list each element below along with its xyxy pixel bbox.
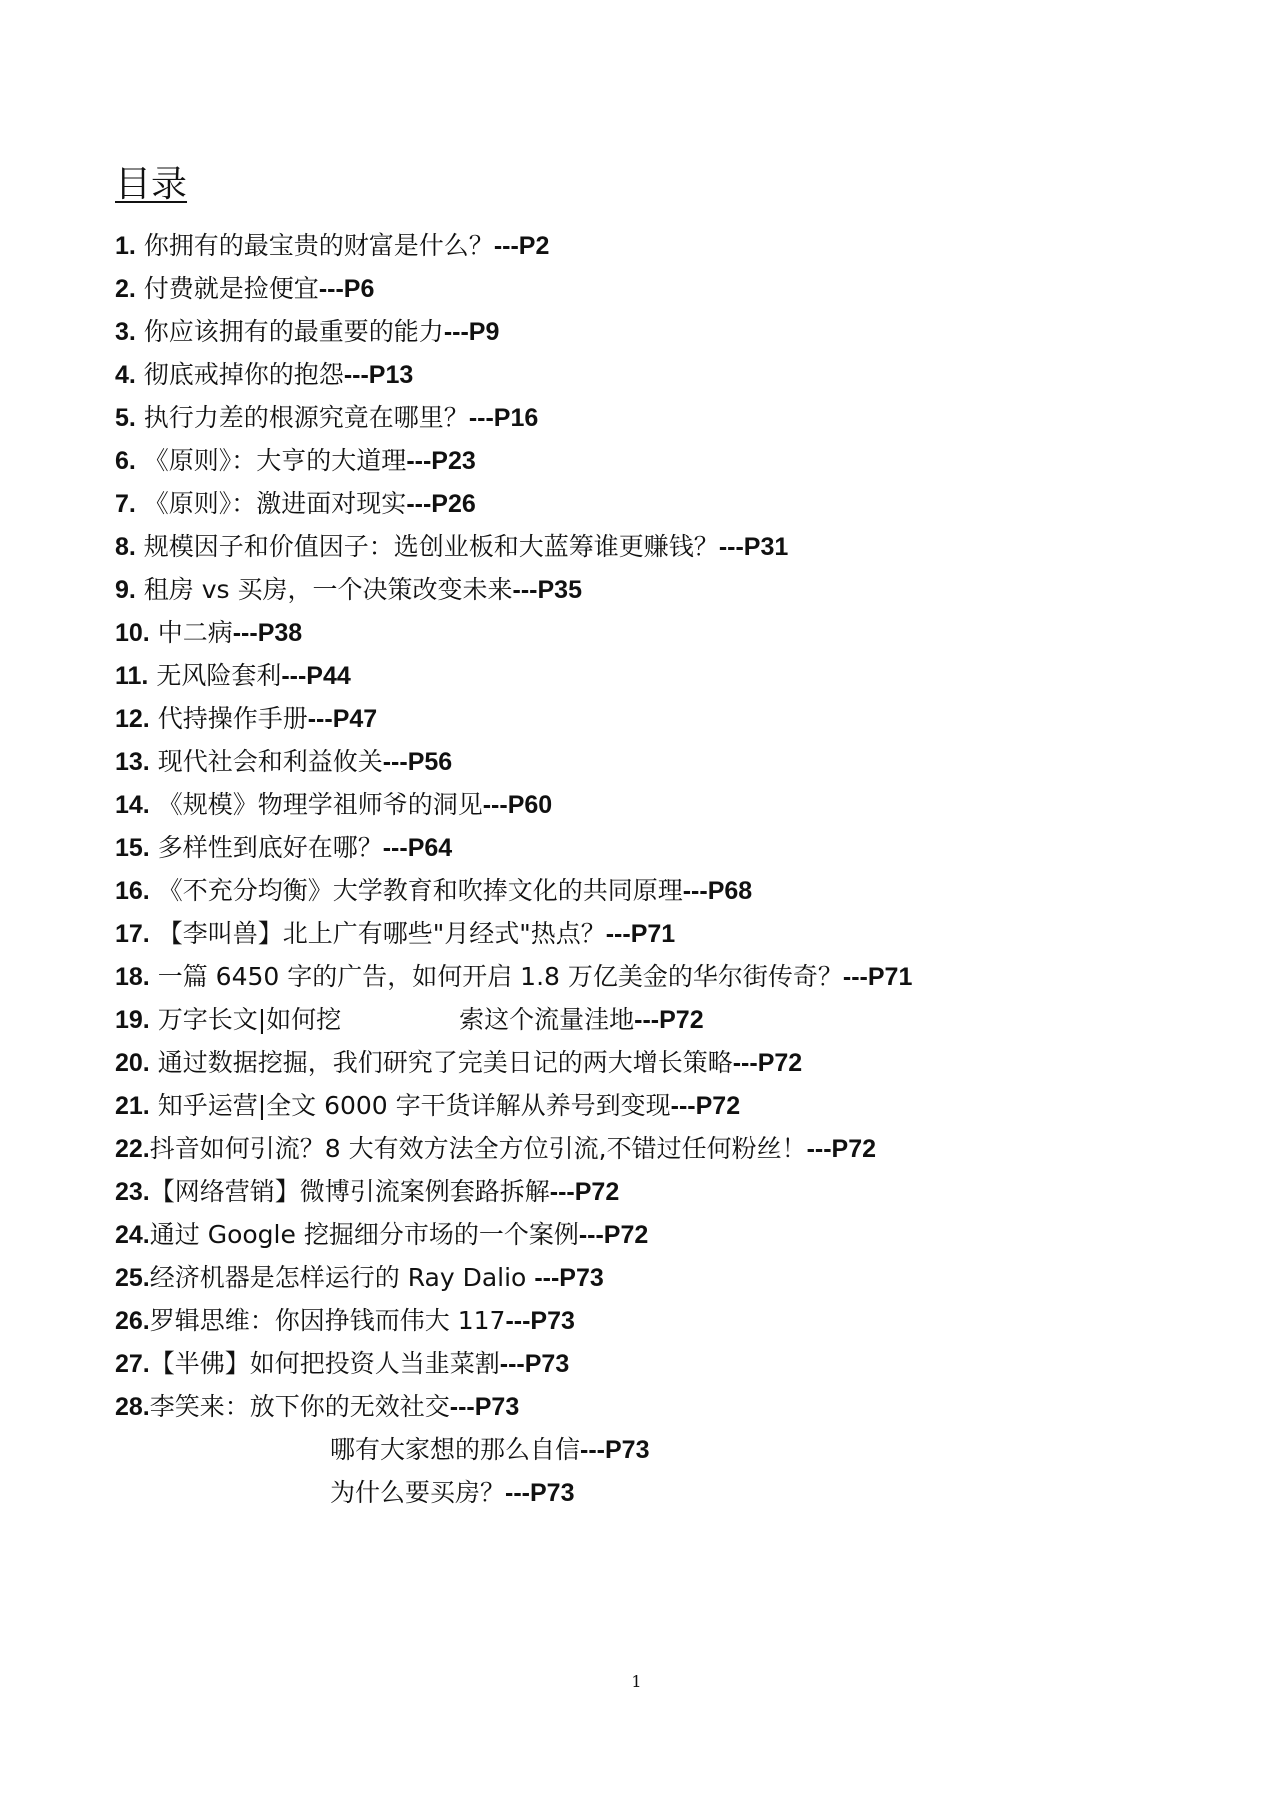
entry-title: 经济机器是怎样运行的 Ray Dalio	[149, 1263, 535, 1292]
entry-title: 你拥有的最宝贵的财富是什么？	[135, 231, 494, 260]
entry-page: ---P72	[670, 1092, 741, 1120]
entry-page: ---P73	[534, 1264, 604, 1292]
entry-page: ---P73	[505, 1479, 575, 1507]
toc-entry	[115, 654, 912, 697]
toc-entry	[115, 1342, 912, 1385]
entry-title: 租房 vs 买房，一个决策改变未来	[135, 575, 513, 604]
entry-title: 【李叫兽】北上广有哪些"月经式"热点？	[149, 919, 606, 948]
entry-title: 彻底戒掉你的抱怨	[135, 360, 344, 389]
entry-page: ---P72	[578, 1221, 649, 1249]
entry-page: ---P71	[842, 963, 913, 991]
entry-title: 罗辑思维：你因挣钱而伟大 117	[149, 1306, 506, 1335]
entry-title: 无风险套利	[148, 661, 282, 690]
entry-title: 《规模》物理学祖师爷的洞见	[149, 790, 483, 819]
entry-number: 21.	[115, 1092, 150, 1120]
entry-title: 万字长文|如何挖	[149, 1005, 342, 1034]
entry-number: 17.	[115, 920, 150, 948]
entry-number: 16.	[115, 877, 150, 905]
toc-title: 目录	[115, 164, 188, 205]
entry-number: 27.	[115, 1350, 150, 1378]
toc-entry	[115, 1041, 912, 1084]
entry-title: 一篇 6450 字的广告，如何开启 1.8 万亿美金的华尔街传奇？	[149, 962, 843, 991]
entry-number: 20.	[115, 1049, 150, 1077]
entry-number: 7.	[115, 490, 136, 518]
entry-title: 【网络营销】微博引流案例套路拆解	[149, 1177, 550, 1206]
entry-page: ---P31	[718, 533, 789, 561]
entry-page: ---P47	[307, 705, 378, 733]
entry-number: 25.	[115, 1264, 150, 1292]
entry-title: 多样性到底好在哪？	[149, 833, 383, 862]
entry-title: 为什么要买房？	[330, 1478, 506, 1507]
toc-entry	[115, 826, 912, 869]
entry-page: ---P71	[605, 920, 676, 948]
toc-entry	[115, 396, 912, 439]
entry-page: ---P72	[806, 1135, 877, 1163]
entry-page: ---P23	[406, 447, 476, 475]
entry-page: ---P73	[505, 1307, 575, 1335]
toc-entry	[115, 869, 912, 912]
entry-number: 14.	[115, 791, 150, 819]
entry-page: ---P35	[512, 576, 582, 604]
entry-page: ---P56	[382, 748, 453, 776]
toc-entry	[115, 998, 912, 1041]
entry-number: 3.	[115, 318, 136, 346]
entry-number: 12.	[115, 705, 150, 733]
entry-title: 哪有大家想的那么自信	[330, 1435, 581, 1464]
entry-number: 24.	[115, 1221, 150, 1249]
entry-number: 15.	[115, 834, 150, 862]
entry-number: 5.	[115, 404, 136, 432]
entry-title: 通过 Google 挖掘细分市场的一个案例	[149, 1220, 579, 1249]
entry-number: 23.	[115, 1178, 150, 1206]
entry-title: 你应该拥有的最重要的能力	[135, 317, 444, 346]
entry-page: ---P60	[482, 791, 553, 819]
entry-title: 规模因子和价值因子：选创业板和大蓝筹谁更赚钱？	[135, 532, 719, 561]
entry-page: ---P64	[382, 834, 453, 862]
entry-title: 抖音如何引流？8 大有效方法全方位引流,不错过任何粉丝！	[149, 1134, 807, 1163]
toc-entry	[115, 611, 912, 654]
toc-entry	[115, 1127, 912, 1170]
toc-entry	[115, 955, 912, 998]
toc-entry	[115, 1256, 912, 1299]
entry-number: 4.	[115, 361, 136, 389]
entry-title: 代持操作手册	[149, 704, 308, 733]
entry-page: ---P73	[449, 1393, 520, 1421]
entry-number: 9.	[115, 576, 136, 604]
toc-entry	[115, 912, 912, 955]
entry-number: 22.	[115, 1135, 150, 1163]
entry-title: 【半佛】如何把投资人当韭菜割	[149, 1349, 500, 1378]
entry-page: ---P2	[493, 232, 550, 260]
entry-number: 11.	[115, 662, 149, 690]
toc-entry	[115, 224, 912, 267]
toc-entry	[115, 1213, 912, 1256]
entry-number: 2.	[115, 275, 136, 303]
entry-number: 8.	[115, 533, 136, 561]
toc-entry	[115, 525, 912, 568]
entry-title: 付费就是捡便宜	[135, 274, 319, 303]
entry-title: 通过数据挖掘，我们研究了完美日记的两大增长策略	[149, 1048, 733, 1077]
toc-entry	[115, 267, 912, 310]
toc-entry	[115, 568, 912, 611]
entry-title: 执行力差的根源究竟在哪里？	[135, 403, 469, 432]
page-number: 1	[631, 1672, 642, 1691]
toc-sub-entry	[115, 1428, 912, 1471]
toc-entry	[115, 1385, 912, 1428]
entry-page: ---P9	[443, 318, 500, 346]
entry-page: ---P13	[343, 361, 414, 389]
entry-page: ---P26	[406, 490, 476, 518]
toc-list	[115, 224, 912, 1514]
entry-title: 《原则》：大亨的大道理	[135, 446, 407, 475]
entry-number: 19.	[115, 1006, 150, 1034]
entry-number: 10.	[115, 619, 150, 647]
toc-entry	[115, 1299, 912, 1342]
entry-number: 13.	[115, 748, 150, 776]
entry-page: ---P44	[281, 662, 351, 690]
entry-page: ---P72	[732, 1049, 803, 1077]
entry-number: 1.	[115, 232, 136, 260]
entry-title: 中二病	[149, 618, 233, 647]
toc-entry	[115, 310, 912, 353]
entry-page: ---P68	[682, 877, 753, 905]
entry-number: 6.	[115, 447, 136, 475]
entry-page: ---P72	[634, 1006, 704, 1034]
entry-title: 现代社会和利益攸关	[149, 747, 383, 776]
toc-entry	[115, 783, 912, 826]
toc-entry	[115, 482, 912, 525]
entry-title: 知乎运营|全文 6000 字干货详解从养号到变现	[149, 1091, 671, 1120]
entry-number: 18.	[115, 963, 150, 991]
entry-page: ---P73	[499, 1350, 570, 1378]
toc-entry	[115, 1170, 912, 1213]
toc-entry	[115, 353, 912, 396]
toc-entry	[115, 1084, 912, 1127]
entry-title: 《不充分均衡》大学教育和吹捧文化的共同原理	[149, 876, 683, 905]
entry-page: ---P6	[318, 275, 375, 303]
toc-sub-entry	[115, 1471, 912, 1514]
entry-number: 28.	[115, 1393, 150, 1421]
entry-page: ---P73	[580, 1436, 650, 1464]
entry-page: ---P38	[232, 619, 303, 647]
entry-title: 李笑来：放下你的无效社交	[149, 1392, 450, 1421]
entry-page: ---P72	[549, 1178, 620, 1206]
entry-title-continued: 索这个流量洼地	[459, 1005, 635, 1034]
toc-entry	[115, 439, 912, 482]
entry-number: 26.	[115, 1307, 150, 1335]
toc-entry	[115, 740, 912, 783]
toc-entry	[115, 697, 912, 740]
entry-page: ---P16	[468, 404, 539, 432]
entry-title: 《原则》：激进面对现实	[135, 489, 407, 518]
